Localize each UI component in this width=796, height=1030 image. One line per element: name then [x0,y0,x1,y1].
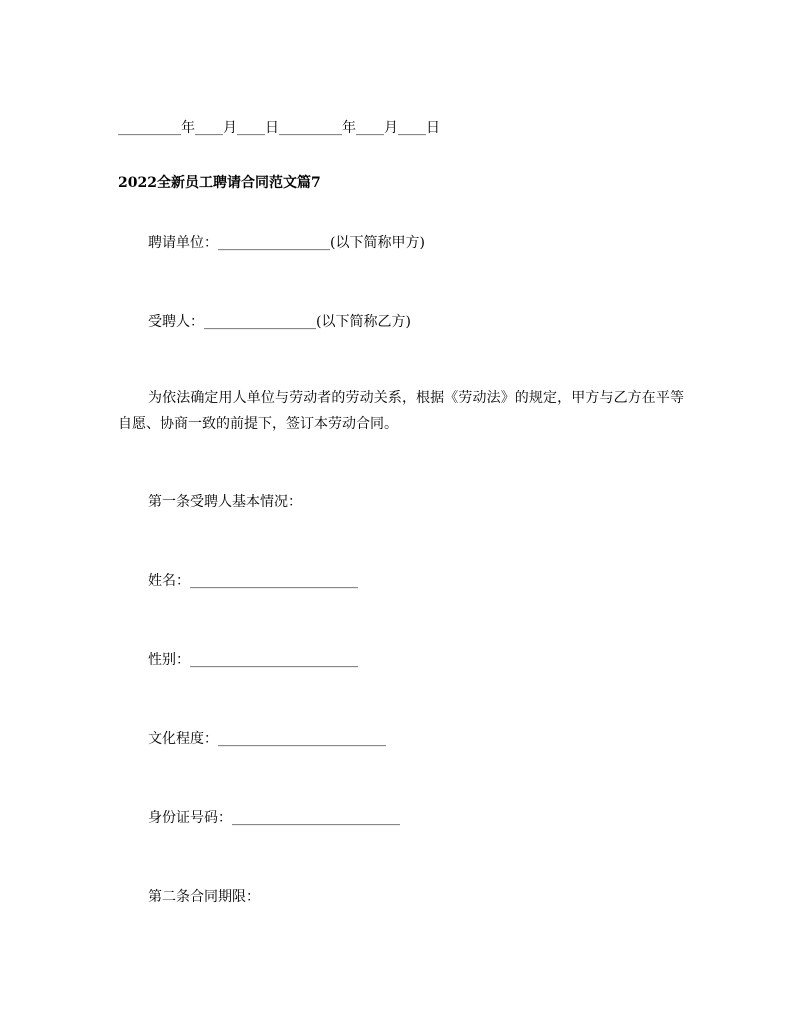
employer-field-line: 聘请单位：________________(以下简称甲方) [148,235,425,251]
article-1-title: 第一条受聘人基本情况： [148,494,302,510]
education-field-line: 文化程度：________________________ [148,731,386,747]
document-heading: 2022全新员工聘请合同范文篇7 [118,175,321,191]
id-number-field-line: 身份证号码：________________________ [148,810,400,826]
name-field-line: 姓名：________________________ [148,573,358,589]
article-2-title: 第二条合同期限： [148,889,260,905]
signature-date-line: _________年____月____日_________年____月____日 [118,120,440,136]
gender-field-line: 性别：________________________ [148,652,358,668]
intro-paragraph: 为依法确定用人单位与劳动者的劳动关系，根据《劳动法》的规定，甲方与乙方在平等自愿、协商一致的前提下，签订本劳动合同。 [118,390,684,432]
employee-field-line: 受聘人：________________(以下简称乙方) [148,314,411,330]
